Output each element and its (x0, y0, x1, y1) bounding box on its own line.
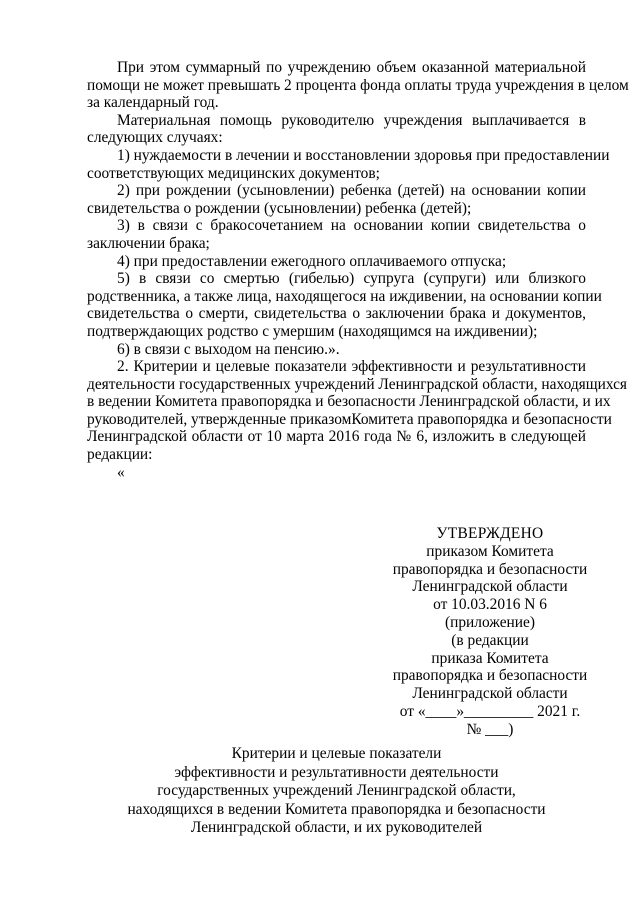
paragraph (87, 253, 586, 271)
text-line: свидетельства о рождении (усыновлении) ребенка (детей); (87, 199, 472, 217)
title-line: государственных учреждений Ленинградской области, (157, 782, 516, 800)
text-line: следующих случаях: (87, 129, 223, 147)
paragraph (87, 341, 586, 359)
approved-line: (приложение) (445, 613, 535, 631)
title-line: эффективности и результативности деятельности (174, 763, 499, 781)
approved-line: Ленинградской области (412, 578, 568, 596)
text-line: за календарный год. (87, 94, 219, 112)
approved-line: приказом Комитета (426, 542, 554, 560)
text-line: редакции: (87, 446, 153, 464)
paragraph (87, 146, 610, 182)
text-line: родственника, а также лица, находящегося на иждивении, на основании копии (87, 287, 602, 305)
approved-line: от «____»_________ 2021 г. (399, 702, 581, 720)
paragraph (87, 217, 586, 252)
paragraph (87, 270, 602, 340)
text-line: в ведении Комитета правопорядка и безопасности Ленинградской области, и их (87, 393, 611, 411)
text-line: деятельности государственных учреждений Ленинградской области, находящихся (87, 375, 627, 393)
text-line: свидетельства о смерти, свидетельства о заключении брака и документов, (87, 305, 586, 323)
approved-line: от 10.03.2016 N 6 (433, 596, 547, 614)
text-line: При этом суммарный по учреждению объем оказанной материальной (117, 59, 586, 76)
title-line: Критерии и целевые показатели (231, 745, 442, 762)
text-line: 1) нуждаемости в лечении и восстановлении здоровья при предоставлении (117, 146, 610, 164)
text-line: 5) в связи со смертью (гибелью) супруга (супруги) или близкого (117, 270, 586, 288)
text-line: помощи не может превышать 2 процента фонда оплаты труда учреждения в целом (87, 76, 629, 94)
approved-line: приказа Комитета (431, 649, 549, 667)
document-body (87, 59, 629, 481)
approved-line: (в редакции (451, 631, 529, 649)
approval-stamp-block (380, 525, 600, 739)
text-line: руководителей, утвержденные приказомКомитета правопорядка и безопасности (87, 410, 612, 428)
paragraph (87, 182, 586, 217)
approved-line: правопорядка и безопасности (392, 667, 588, 685)
paragraph (87, 464, 586, 482)
text-line: « (117, 463, 125, 481)
text-line: Ленинградской области от 10 марта 2016 года № 6, изложить в следующей (87, 428, 586, 446)
approved-line: правопорядка и безопасности (392, 560, 588, 578)
text-line: 3) в связи с бракосочетанием на основании копии свидетельства о (117, 217, 586, 235)
approved-line: Ленинградской области (412, 685, 568, 703)
text-line: Материальная помощь руководителю учреждения выплачивается в (117, 111, 586, 129)
paragraph (87, 358, 627, 464)
approved-line: № ___) (466, 720, 514, 738)
paragraph (87, 59, 629, 112)
text-line: заключении брака; (87, 234, 210, 252)
paragraph (87, 112, 586, 147)
text-line: соответствующих медицинских документов; (87, 164, 380, 182)
approved-heading: УТВЕРЖДЕНО (436, 525, 544, 542)
text-line: 6) в связи с выходом на пенсию.». (117, 340, 340, 358)
text-line: подтверждающих родство с умершим (находящимся на иждивении); (87, 322, 538, 340)
text-line: 4) при предоставлении ежегодного оплачиваемого отпуска; (117, 252, 507, 270)
document-title (87, 745, 586, 838)
title-line: находящихся в ведении Комитета правопорядка и безопасности (127, 800, 546, 818)
text-line: 2) при рождении (усыновлении) ребенка (детей) на основании копии (117, 182, 586, 200)
title-line: Ленинградской области, и их руководителей (190, 819, 483, 837)
text-line: 2. Критерии и целевые показатели эффективности и результативности (117, 358, 586, 376)
